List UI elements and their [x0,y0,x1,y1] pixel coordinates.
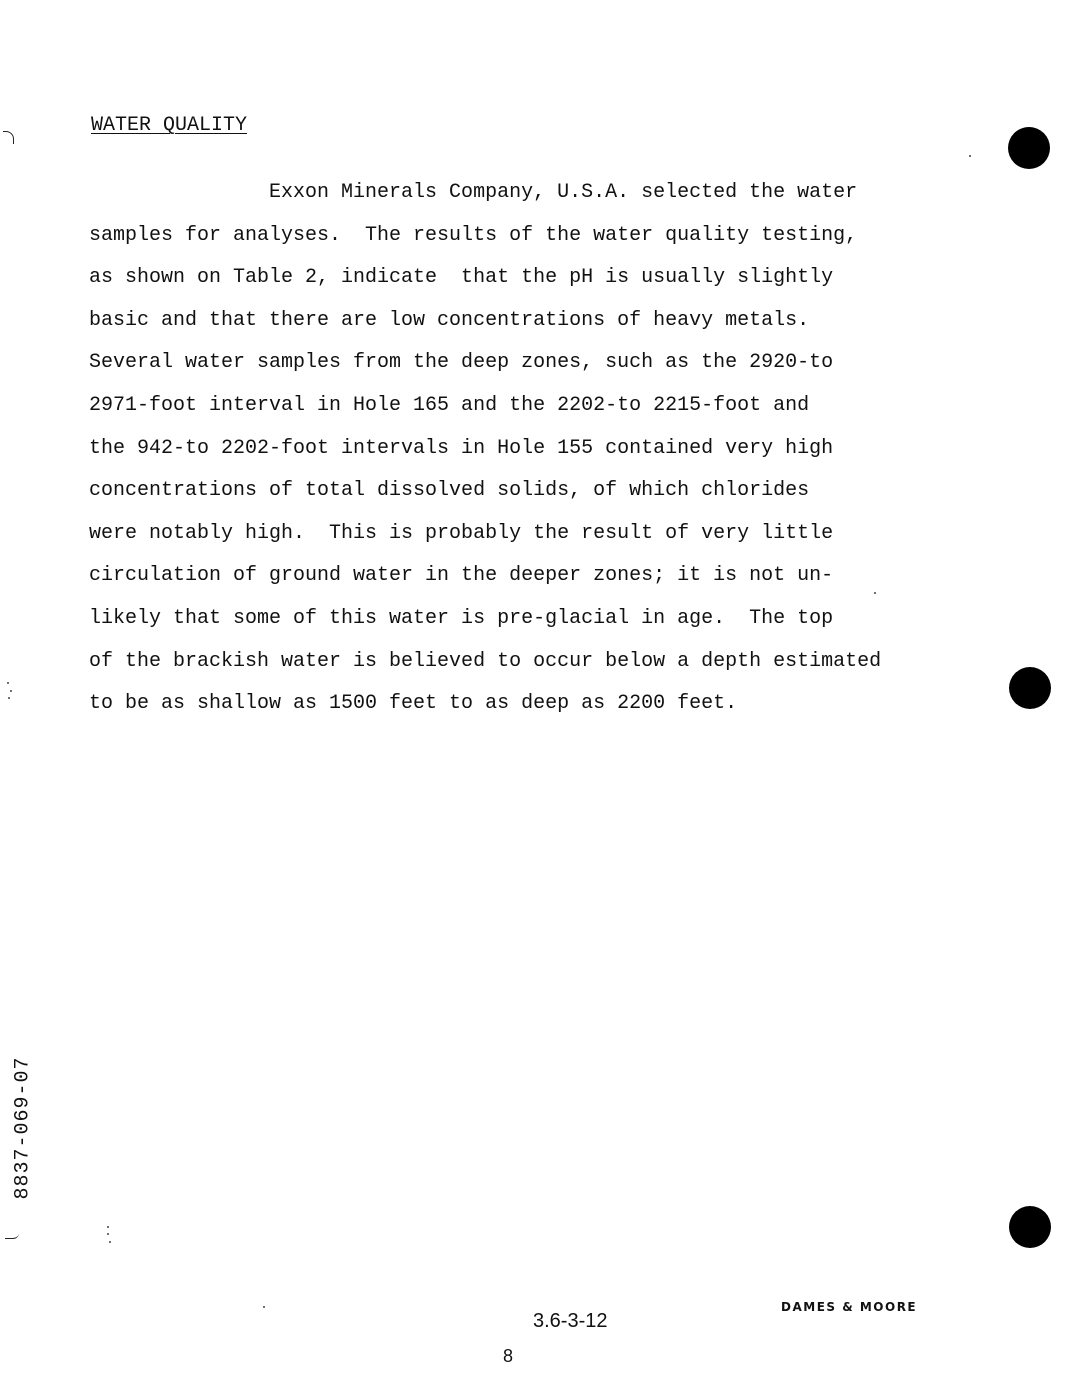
scan-speck [109,1241,111,1243]
body-line: to be as shallow as 1500 feet to as deep as 2200 feet. [89,692,738,716]
scan-mark [5,1232,19,1239]
section-heading: WATER QUALITY [91,114,248,137]
body-line: samples for analyses. The results of the water quality testing, [89,223,858,247]
company-logo: DAMES & MOORE [781,1300,918,1314]
body-line: Exxon Minerals Company, U.S.A. selected the water [89,181,858,204]
body-line: circulation of ground water in the deeper zones; it is not un- [89,564,834,588]
punch-hole [1008,127,1050,169]
body-line: Several water samples from the deep zones, such as the 2920-to [89,351,834,375]
page-code: 3.6-3-12 [533,1310,608,1332]
scan-speck [263,1306,265,1308]
punch-hole [1009,667,1051,709]
body-line: as shown on Table 2, indicate that the pH is usually slightly [89,266,834,290]
page-number: 8 [503,1346,514,1366]
scan-speck [8,697,10,699]
punch-hole [1009,1206,1051,1248]
scan-mark [3,131,14,144]
scan-speck [969,155,971,157]
margin-document-code: 8837-069-07 [11,1056,35,1200]
body-line: basic and that there are low concentrations of heavy metals. [89,308,810,332]
body-line: 2971-foot interval in Hole 165 and the 2202-to 2215-foot and [89,393,810,417]
body-line: of the brackish water is believed to occur below a depth estimated [89,649,882,673]
body-line: were notably high. This is probably the result of very little [89,521,834,545]
body-line: the 942-to 2202-foot intervals in Hole 155 contained very high [89,436,834,460]
scan-speck [10,690,12,692]
body-line: concentrations of total dissolved solids, of which chlorides [89,479,810,503]
body-line: likely that some of this water is pre-glacial in age. The top [89,606,834,630]
scan-speck [874,592,876,594]
scan-speck [107,1226,109,1228]
scan-speck [107,1233,109,1235]
scan-speck [7,682,9,684]
body-paragraph [89,172,989,726]
